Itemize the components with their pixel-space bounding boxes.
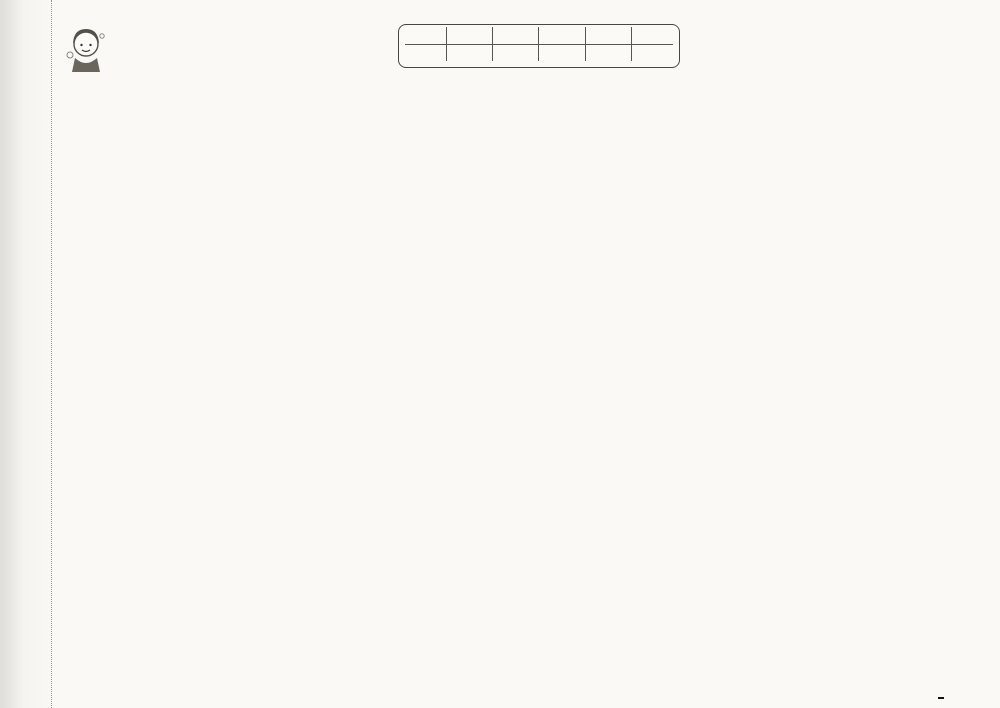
paper-content <box>52 0 1000 708</box>
mascot-girl-illustration <box>64 24 108 74</box>
score-row-label <box>405 44 447 61</box>
left-two-columns <box>64 24 680 702</box>
score-cell-empty <box>539 44 585 61</box>
score-header-cell <box>447 27 493 44</box>
column-2 <box>380 89 680 702</box>
page-footer <box>938 697 986 699</box>
footer-paper-badge <box>938 697 944 699</box>
paper-header <box>64 24 680 79</box>
title-wrap <box>112 39 388 65</box>
student-info-sidebar <box>0 0 52 708</box>
score-value-row <box>405 44 673 61</box>
score-cell-empty <box>585 44 631 61</box>
paper-title-banner <box>64 24 388 79</box>
score-grid <box>405 27 673 61</box>
score-cell-empty <box>493 44 539 61</box>
student-info-fields <box>7 8 49 658</box>
score-cell-empty <box>447 44 493 61</box>
score-header-cell <box>539 27 585 44</box>
score-table <box>398 24 680 68</box>
question-columns <box>64 89 680 702</box>
column-1 <box>64 89 364 702</box>
exam-meta <box>405 61 673 65</box>
score-header-cell <box>405 27 447 44</box>
score-header-cell <box>585 27 631 44</box>
score-header-cell <box>493 27 539 44</box>
paper-title-line <box>112 39 388 62</box>
score-header-cell <box>631 27 673 44</box>
column-3 <box>696 24 990 702</box>
score-cell-empty <box>631 44 673 61</box>
mascot-icon <box>64 24 108 79</box>
score-header-row <box>405 27 673 44</box>
